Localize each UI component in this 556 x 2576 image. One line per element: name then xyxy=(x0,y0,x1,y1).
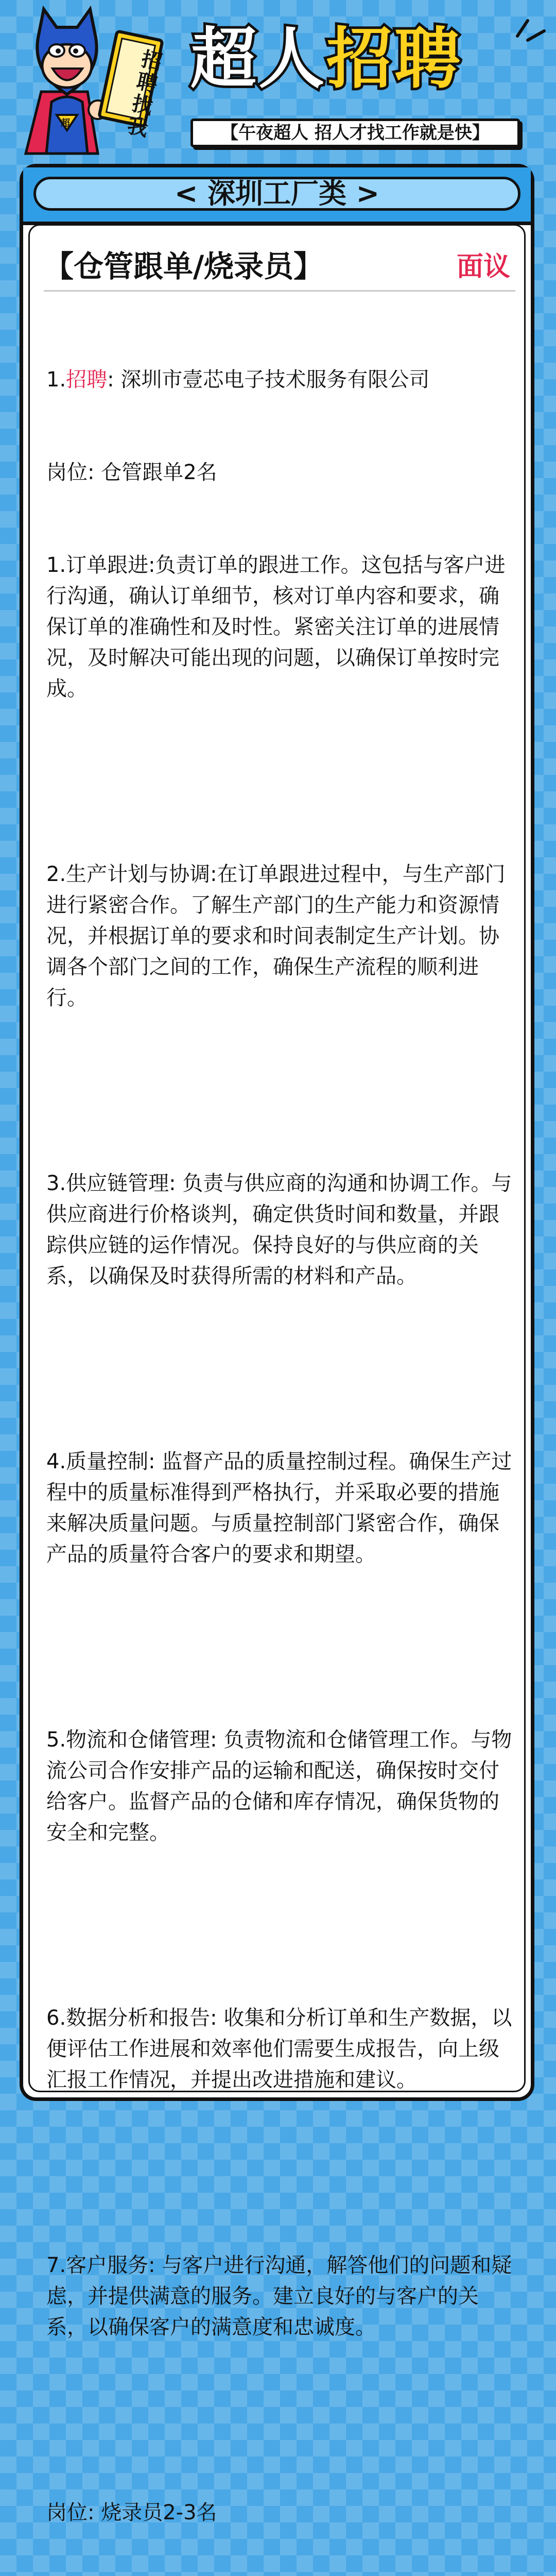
desc-line: 岗位: 烧录员2-3名 xyxy=(46,2501,217,2524)
sparkle-lines-icon xyxy=(512,15,548,46)
desc-blank xyxy=(46,2404,517,2435)
tagline: 【午夜超人 招人才找工作就是快】 xyxy=(190,118,520,147)
title-part-2: 招聘 xyxy=(326,21,463,97)
desc-line: 岗位: 仓管跟单2名 xyxy=(46,461,217,484)
job-title: 【仓管跟单/烧录员】 xyxy=(44,249,324,284)
desc-blank xyxy=(46,1910,517,1941)
company-line-prefix: 1. xyxy=(46,368,66,392)
desc-line: 1.订单跟进:负责订单的跟进工作。这包括与客户进行沟通，确认订单细节，核对订单内容和要求，确保订单的准确性和及时性。紧密关注订单的进展情况，及时解决可能出现的问题，以确保订单按时完成。 xyxy=(46,553,506,701)
desc-blank xyxy=(46,2157,517,2188)
desc-line: 2.生产计划与协调:在订单跟进过程中，与生产部门进行紧密合作。了解生产部门的生产能力和资源情况，并根据订单的要求和时间表制定生产计划。协调各个部门之间的工作，确保生产流程的顺利进行。 xyxy=(46,862,506,1010)
card-header-band xyxy=(23,167,531,225)
title-divider xyxy=(44,290,515,292)
desc-line: 6.数据分析和报告: 收集和分析订单和生产数据，以便评估工作进展和效率他们需要生成报告，向上级汇报工作情况，并提出改进措施和建议。 xyxy=(46,2006,512,2092)
company-name: : 深圳市壹芯电子技术服务有限公司 xyxy=(107,368,430,392)
desc-blank xyxy=(46,766,517,797)
desc-line: 7.客户服务: 与客户进行沟通，解答他们的问题和疑虑，并提供满意的服务。建立良好的与客户的关系，以确保客户的满意度和忠诚度。 xyxy=(46,2253,512,2339)
desc-blank xyxy=(46,1075,517,1106)
desc-blank xyxy=(46,1353,517,1384)
desc-line: 5.物流和仓储管理: 负责物流和仓储管理工作。与物流公司合作安排产品的运输和配送，确保按时交付给客户。监督产品的仓储和库存情况，确保货物的安全和完整。 xyxy=(46,1728,512,1844)
desc-line: 3.供应链管理: 负责与供应商的沟通和协调工作。与供应商进行价格谈判，确定供货时间和数量，并跟踪供应链的运作情况。保持良好的与供应商的关系，以确保及时获得所需的材料和产品。 xyxy=(46,1172,512,1288)
job-description xyxy=(46,302,517,2576)
job-card xyxy=(20,164,534,2524)
salary-label: 面议 xyxy=(456,251,510,282)
mascot-chest-text: 超 xyxy=(61,118,70,129)
page-title xyxy=(190,21,520,98)
desc-line: 4.质量控制: 监督产品的质量控制过程。确保生产过程中的质量标准得到严格执行，并采取必要的措施来解决质量问题。与质量控制部门紧密合作，确保产品的质量符合客户的要求和期望。 xyxy=(46,1450,512,1566)
sign-badge-text: 招聘找我 xyxy=(125,47,165,142)
title-part-1: 超人 xyxy=(190,21,327,97)
company-line xyxy=(46,364,517,395)
header-title-block xyxy=(190,21,520,143)
category-label: < 深圳工厂类 > xyxy=(33,177,520,211)
superhero-mascot xyxy=(21,4,190,159)
recruit-highlight: 招聘 xyxy=(66,368,108,392)
desc-blank xyxy=(46,1632,517,1663)
